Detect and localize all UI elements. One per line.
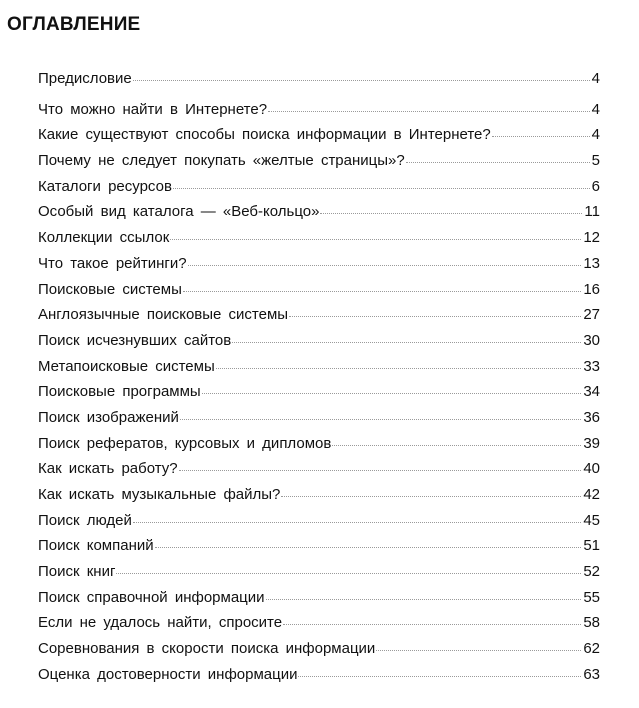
toc-entry — [38, 281, 600, 307]
toc-entry — [38, 332, 600, 358]
toc-entry-title: Как искать работу? — [38, 460, 178, 478]
dot-leader — [332, 445, 581, 446]
toc-entry-title: Соревнования в скорости поиска информации — [38, 640, 376, 658]
toc-entry-title: Оценка достоверности информации — [38, 665, 298, 683]
toc-entry — [38, 203, 600, 229]
toc-entry-page-number: 40 — [583, 460, 600, 478]
toc-entry — [38, 229, 600, 255]
toc-entry — [38, 666, 600, 692]
toc-entry — [38, 435, 600, 461]
toc-entry-title: Метапоисковые системы — [38, 357, 215, 375]
dot-leader — [289, 316, 581, 317]
toc-entry-page-number: 4 — [591, 70, 600, 87]
dot-leader — [268, 111, 590, 112]
toc-entry-title: Особый вид каталога — «Веб-кольцо» — [38, 203, 320, 221]
toc-entry-title: Поисковые системы — [38, 280, 182, 298]
toc-entry-title: Поиск людей — [38, 511, 132, 529]
toc-entry-page-number: 45 — [583, 511, 600, 529]
toc-entry-title: Что такое рейтинги? — [38, 254, 187, 272]
toc-entry — [38, 152, 600, 178]
dot-leader — [298, 676, 581, 677]
toc-entry-title: Какие существуют способы поиска информации в Интернете? — [38, 126, 491, 144]
toc-entry-page-number: 36 — [583, 408, 600, 426]
toc-entry-page-number: 30 — [583, 331, 600, 349]
dot-leader — [183, 291, 581, 292]
dot-leader — [116, 573, 581, 574]
toc-entry-page-number: 11 — [584, 203, 600, 221]
toc-entry-page-number: 33 — [583, 357, 600, 375]
dot-leader — [266, 599, 582, 600]
toc-entry-page-number: 39 — [583, 434, 600, 452]
toc-entry — [38, 126, 600, 152]
toc-entry — [38, 460, 600, 486]
toc-entry — [38, 589, 600, 615]
dot-leader — [155, 547, 582, 548]
toc-entry-page-number: 6 — [591, 177, 600, 195]
toc-entry — [38, 486, 600, 512]
toc-entry-page-number: 27 — [583, 306, 600, 324]
dot-leader — [133, 80, 590, 81]
toc-entry-page-number: 55 — [583, 588, 600, 606]
dot-leader — [283, 624, 581, 625]
toc-entry-page-number: 5 — [591, 152, 600, 170]
toc-entry-title: Предисловие — [38, 70, 132, 87]
toc-entry-title: Каталоги ресурсов — [38, 177, 172, 195]
dot-leader — [188, 265, 582, 266]
toc-entry-title: Англоязычные поисковые системы — [38, 306, 289, 324]
dot-leader — [170, 239, 581, 240]
toc-entry — [38, 70, 600, 96]
toc-entry-title: Поисковые программы — [38, 383, 201, 401]
dot-leader — [216, 368, 582, 369]
toc-entry-title: Если не удалось найти, спросите — [38, 614, 283, 632]
toc-entry-page-number: 4 — [591, 126, 600, 144]
toc-entry-page-number: 4 — [591, 100, 600, 118]
toc-entry-page-number: 12 — [583, 229, 600, 247]
dot-leader — [281, 496, 581, 497]
toc-entry — [38, 537, 600, 563]
dot-leader — [179, 470, 582, 471]
dot-leader — [492, 136, 590, 137]
toc-entry-page-number: 63 — [583, 665, 600, 683]
toc-entry — [38, 614, 600, 640]
toc-entry-title: Как искать музыкальные файлы? — [38, 486, 281, 503]
toc-entry — [38, 563, 600, 589]
toc-entry-page-number: 13 — [583, 254, 600, 272]
toc-entry-title: Поиск компаний — [38, 537, 154, 555]
toc-entry — [38, 409, 600, 435]
dot-leader — [133, 522, 581, 523]
dot-leader — [232, 342, 581, 343]
dot-leader — [320, 213, 582, 214]
dot-leader — [180, 419, 581, 420]
toc-entry — [38, 255, 600, 281]
toc-entry-page-number: 34 — [583, 383, 600, 401]
toc-entry — [38, 383, 600, 409]
toc-entry-title: Поиск рефератов, курсовых и дипломов — [38, 434, 332, 452]
toc-entry-title: Поиск изображений — [38, 408, 179, 426]
toc-entry — [38, 640, 600, 666]
dot-leader — [406, 162, 590, 163]
dot-leader — [173, 188, 590, 189]
toc-entry-page-number: 51 — [583, 537, 600, 555]
toc-entry-page-number: 42 — [583, 486, 600, 503]
toc-entry — [38, 512, 600, 538]
dot-leader — [376, 650, 581, 651]
toc-entry-title: Поиск исчезнувших сайтов — [38, 331, 232, 349]
toc-entry-title: Коллекции ссылок — [38, 229, 170, 247]
toc-entry-title: Что можно найти в Интернете? — [38, 100, 268, 118]
page-title: ОГЛАВЛЕНИЕ — [7, 14, 141, 35]
table-of-contents — [38, 70, 600, 692]
toc-entry-title: Поиск книг — [38, 563, 116, 581]
toc-entry-title: Поиск справочной информации — [38, 588, 265, 606]
toc-entry-page-number: 58 — [583, 614, 600, 632]
toc-entry — [38, 306, 600, 332]
toc-entry — [38, 101, 600, 127]
dot-leader — [202, 393, 582, 394]
toc-entry-page-number: 16 — [583, 280, 600, 298]
toc-entry-page-number: 52 — [583, 563, 600, 581]
toc-entry-title: Почему не следует покупать «желтые страницы»? — [38, 152, 405, 170]
toc-entry — [38, 178, 600, 204]
toc-entry — [38, 358, 600, 384]
toc-entry-page-number: 62 — [583, 640, 600, 658]
